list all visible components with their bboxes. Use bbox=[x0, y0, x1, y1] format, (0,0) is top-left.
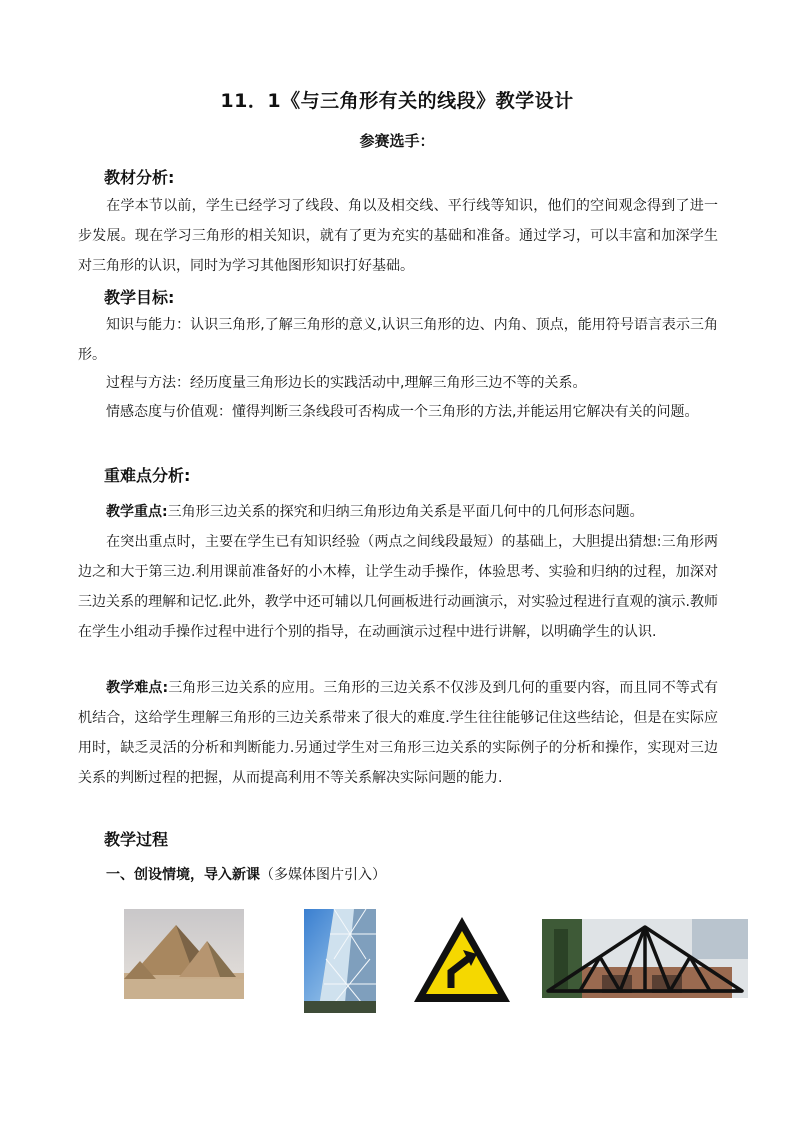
focus-detail-paragraph: 在突出重点时，主要在学生已有知识经验（两点之间线段最短）的基础上，大胆提出猜想:三角形两边之和大于第三边.利用课前准备好的小木棒，让学生动手操作，体验思考、实验和归纳的过程，加深对三边关系的理解和记忆.此外，教学中还可辅以几何画板进行动画演示，对实验过程进行直观的演示.教师在学生小组动手操作过程中进行个别的指导，在动画演示过程中进行讲解，以明确学生的认识. bbox=[78, 534, 718, 640]
goals-heading: 教学目标: bbox=[104, 288, 175, 307]
step-one-heading: 一、创设情境，导入新课（多媒体图片引入） bbox=[106, 867, 386, 883]
analysis-paragraph: 在学本节以前，学生已经学习了线段、角以及相交线、平行线等知识，他们的空间观念得到了进一步发展。现在学习三角形的相关知识，就有了更为充实的基础和准备。通过学习，可以丰富和加深学生对三角形的认识，同时为学习其他图形知识打好基础。 bbox=[78, 198, 718, 274]
difficulty-label: 教学难点: bbox=[106, 680, 169, 696]
page-title: 11．1《与三角形有关的线段》教学设计 bbox=[220, 90, 574, 112]
focus-label: 教学重点: bbox=[106, 504, 168, 520]
contestant-label: 参赛选手： bbox=[359, 132, 435, 150]
goal-process: 过程与方法：经历度量三角形边长的实践活动中,理解三角形三边不等的关系。 bbox=[106, 375, 587, 391]
analysis-heading: 教材分析: bbox=[104, 168, 175, 187]
focus-paragraph: 教学重点:三角形三边关系的探究和归纳三角形边角关系是平面几何中的几何形态问题。 bbox=[106, 504, 644, 520]
goal-knowledge: 知识与能力：认识三角形,了解三角形的意义,认识三角形的边、内角、顶点，能用符号语言表示三角形。 bbox=[78, 317, 718, 363]
process-heading: 教学过程 bbox=[104, 830, 169, 849]
goal-attitude: 情感态度与价值观：懂得判断三条线段可否构成一个三角形的方法,并能运用它解决有关的问题。 bbox=[106, 404, 699, 420]
roof-truss-image bbox=[542, 919, 748, 998]
key-points-heading: 重难点分析: bbox=[104, 466, 191, 485]
glass-tower-image bbox=[304, 909, 376, 1013]
warning-sign-image bbox=[411, 914, 513, 1006]
pyramids-image bbox=[124, 909, 244, 999]
difficulty-paragraph: 教学难点:三角形三边关系的应用。三角形的三边关系不仅涉及到几何的重要内容，而且同不等式有机结合，这给学生理解三角形的三边关系带来了很大的难度.学生往往能够记住这些结论，但是在实际应用时，缺乏灵活的分析和判断能力.另通过学生对三角形三边关系的实际例子的分析和操作，实现对三边关系的判断过程的把握，从而提高利用不等关系解决实际问题的能力. bbox=[78, 680, 718, 786]
